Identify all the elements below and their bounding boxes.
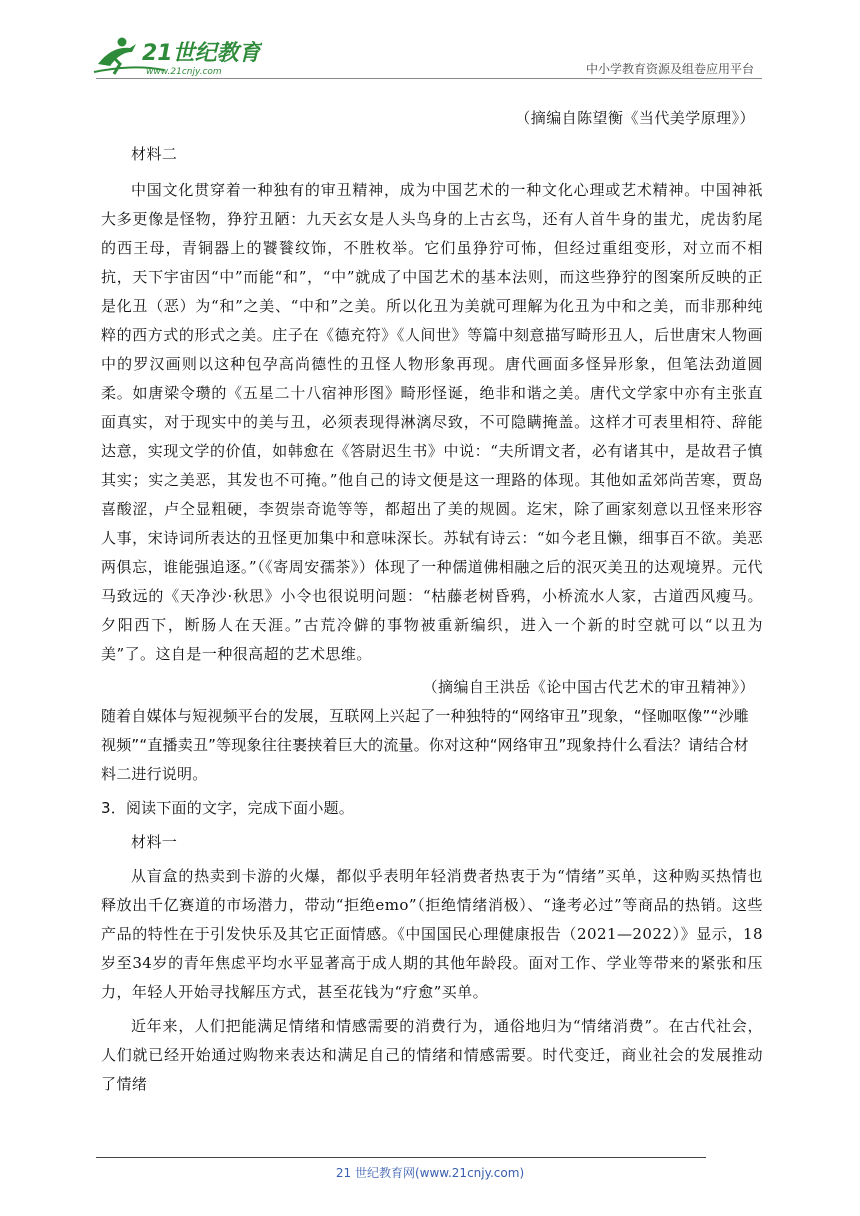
q3-paragraph-2: 近年来，人们把能满足情绪和情感需要的消费行为，通俗地归为“情绪消费”。在古代社会，人们就已经开始通过购物来表达和满足自己的情绪和情感需要。时代变迁，商业社会的发展推动了情绪: [101, 1017, 763, 1093]
q3-paragraph-1: 从盲盒的热卖到卡游的火爆，都似乎表明年轻消费者热衷于为“情绪”买单，这种购买热情也释放出千亿赛道的市场潜力，带动“拒绝emo”（拒绝情绪消极）、“逢考必过”等商品的热销。这些产品的特性在于引发快乐及其它正面情感。《中国国民心理健康报告（2021—2022）》显示，18岁至34岁的青年焦虑平均水平显著高于成人期的其他年龄段。面对工作、学业等带来的紧张和压力，年轻人开始寻找解压方式，甚至花钱为“疗愈”买单。: [101, 867, 763, 1001]
logo-text: 21世纪教育: [142, 41, 261, 66]
footer-divider: [96, 1157, 706, 1158]
platform-name: 中小学教育资源及组卷应用平台: [585, 62, 754, 76]
site-logo: [92, 34, 262, 80]
footer-text: 21 世纪教育网(www.21cnjy.com): [335, 1166, 525, 1180]
page-header: [0, 0, 860, 80]
material-2-label: 材料二: [131, 145, 178, 163]
source-citation-1: （摘编自陈望衡《当代美学原理》）: [515, 109, 755, 127]
source-citation-2: （摘编自王洪岳《论中国古代艺术的审丑精神》）: [422, 678, 755, 696]
question-text: 随着自媒体与短视频平台的发展，互联网上兴起了一种独特的“网络审丑”现象，“怪咖呕像”“沙雕视频”“直播卖丑”等现象往往裹挟着巨大的流量。你对这种“网络审丑”现象持什么看法？请结合材料二进行说明。: [101, 707, 749, 783]
document-body: [101, 104, 763, 1099]
question-3-title: 3．阅读下面的文字，完成下面小题。: [101, 799, 354, 817]
header-divider: [96, 78, 762, 79]
logo-url: www.21cnjy.com: [146, 67, 222, 77]
q3-material-1-label: 材料一: [131, 833, 178, 851]
material-2-text: 中国文化贯穿着一种独有的审丑精神，成为中国艺术的一种文化心理或艺术精神。中国神祇大多更像是怪物，狰狞丑陋：九天玄女是人头鸟身的上古玄鸟，还有人首牛身的蚩尤，虎齿豹尾的西王母，青铜器上的饕餮纹饰，不胜枚举。它们虽狰狞可怖，但经过重组变形，对立而不相抗，天下宇宙因“中”而能“和”，“中”就成了中国艺术的基本法则，而这些狰狞的图案所反映的正是化丑（恶）为“和”之美、“中和”之美。所以化丑为美就可理解为化丑为中和之美，而非那种纯粹的西方式的形式之美。庄子在《德充符》《人间世》等篇中刻意描写畸形丑人，后世唐宋人物画中的罗汉画则以这种包孕高尚德性的丑怪人物形象再现。唐代画面多怪异形象，但笔法劲道圆柔。如唐梁令瓒的《五星二十八宿神形图》畸形怪诞，绝非和谐之美。唐代文学家中亦有主张直面真实，对于现实中的美与丑，必须表现得淋漓尽致，不可隐瞒掩盖。这样才可表里相符、辞能达意，实现文学的价值，如韩愈在《答尉迟生书》中说：“夫所谓文者，必有诸其中，是故君子慎其实；实之美恶，其发也不可掩。”他自己的诗文便是这一理路的体现。其他如孟郊尚苦寒，贾岛喜酸涩，卢仝显粗硬，李贺崇奇诡等等，都超出了美的规圆。迄宋，除了画家刻意以丑怪来形容人事，宋诗词所表达的丑怪更加集中和意味深长。苏轼有诗云：“如今老且懒，细事百不欲。美恶两俱忘，谁能强追逐。”（《寄周安孺茶》）体现了一种儒道佛相融之后的泯灭美丑的达观境界。元代马致远的《天净沙·秋思》小令也很说明问题：“枯藤老树昏鸦，小桥流水人家，古道西风瘦马。夕阳西下，断肠人在天涯。”古荒冷僻的事物被重新编织，进入一个新的时空就可以“以丑为美”了。这自是一种很高超的艺术思维。: [101, 181, 763, 663]
